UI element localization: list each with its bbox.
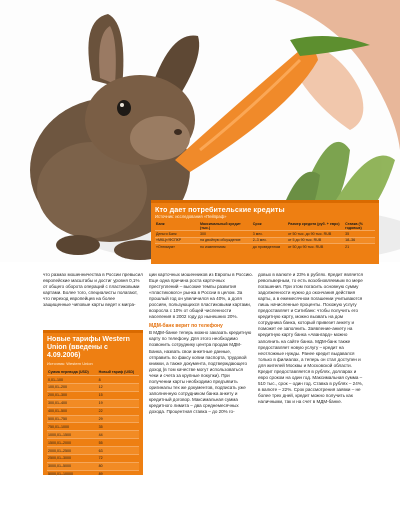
table-cell: 100,01–200 (47, 384, 98, 392)
table-cell: 1500,01–2000 (47, 439, 98, 447)
credit-col-max: Максимальный кредит (тыс.) (200, 222, 241, 231)
table-cell: 5000,01–10000 (47, 470, 98, 478)
table-cell: 80 (98, 462, 139, 470)
table-cell: 18–36 (344, 237, 375, 243)
article-paragraph: что размах мошенничества в России превысил европейские масштабы и достиг уровня 0,1% от общего оборота операций с пластиковыми картами. Более того, специалисты полагают, что переход европейцев на более защищенные чиповые карты ведет к мигра- (43, 272, 143, 308)
table-cell: 21 (344, 244, 375, 250)
table-cell: 15 (98, 391, 139, 399)
table-row (47, 384, 139, 392)
tariff-col-amount: Сумма перевода (USD) (48, 369, 89, 374)
table-row (47, 391, 139, 399)
table-cell: 400,01–500 (47, 407, 98, 415)
table-cell: 63 (98, 447, 139, 455)
table-cell: по изменениям (199, 244, 252, 250)
credit-table-source: Источник: исследования «Пейпраф» (155, 214, 227, 219)
table-row (47, 455, 139, 463)
article-paragraph: ции карточных мошенников из Европы в Россию. Еще одна причина роста карточных преступлений – высокие темпы развития «пластикового» рынка в России в целом. За прошлый год он увеличился на 40%, а доля россиян, пользующихся пластиковыми картами, возросла с 10% от общей численности населения в 2002 году до нынешних 20%. (149, 272, 253, 320)
tariff-table-source: Источник: Western Union (47, 360, 93, 366)
table-cell: 29 (98, 415, 139, 423)
table-cell: 12 (98, 384, 139, 392)
table-cell: 35 (344, 231, 375, 237)
credit-table-header-row (155, 222, 375, 231)
table-cell: 72 (98, 455, 139, 463)
table-row (47, 431, 139, 439)
table-cell: 3 мес. (252, 231, 287, 237)
table-cell: 89 (98, 470, 139, 478)
table-cell: на двойную обсуждение (199, 237, 252, 243)
tariff-table-title: Новые тарифы Western Union (введены с 4.09.2006) (47, 336, 130, 360)
section-subheading: МДМ-банк верит по телефону (149, 323, 223, 330)
table-row (47, 447, 139, 455)
table-cell: 2000,01–2500 (47, 447, 98, 455)
table-cell: от 50 до 90 тыс. RUB (287, 244, 344, 250)
table-cell: 3000,01–5000 (47, 462, 98, 470)
table-cell: 35 (98, 423, 139, 431)
table-cell: 8 (98, 376, 139, 384)
tariff-table-header-row (47, 369, 139, 376)
table-cell: 2500,01–3000 (47, 455, 98, 463)
table-cell: 55 (98, 439, 139, 447)
table-row (47, 439, 139, 447)
table-cell: Деньги Банк (155, 231, 199, 237)
article-column-1 (43, 272, 143, 308)
table-row (47, 399, 139, 407)
credit-col-term: Срок (252, 222, 262, 226)
article-column-2 (149, 272, 253, 415)
table-cell: от 5 до 90 тыс. RUB (287, 237, 344, 243)
table-cell: 300 (199, 231, 252, 237)
tariff-table (47, 369, 139, 479)
credit-col-size: Размер кредита (руб. + евро) (287, 222, 340, 226)
table-cell: 500,01–750 (47, 415, 98, 423)
table-cell: 0,01–100 (47, 376, 98, 384)
table-row (47, 470, 139, 478)
table-cell: 750,01–1000 (47, 423, 98, 431)
table-cell: «МКЦ»/ФСПКР (155, 237, 199, 243)
tariff-col-fee: Новый тариф (USD) (98, 369, 135, 374)
article-paragraph: довых в валюте и 23% в рублях. Кредит является револьверным, то есть возобновляемым по мере погашения. При этом погасить основную сумму задолженности нужно до окончания действия карты, а в ежемесячном погашении учитываются лишь начисленные проценты. Похожую услугу предоставляет и Ситибанк: чтобы получить его кредитную карту, можно вызвать на дом сотрудника банка, который привезет анкету и поможет ее заполнить. Заявление-анкету на кредитную карту банка «Авангард» можно заполнить на сайте банка. МДМ-банк также предоставляет новую услугу – кредит на неотложные нужды. Ранее кредит выдавался только в филиалах, а теперь он стал доступен и для жителей Москвы и Московской области. Кредит предоставляется в рублях, долларах и евро сроком на один год. Максимальная сумма – 510 тыс., срок – один год. Ставка в рублях – 24%, в валюте – 22%. Срок рассмотрения заявки – не более трех дней, кредит можно получить как наличными, так и на счет в МДМ-банке. (258, 272, 364, 404)
table-row (155, 244, 375, 250)
table-cell: 2–3 мес. (252, 237, 287, 243)
table-cell: 200,01–300 (47, 391, 98, 399)
table-row (47, 423, 139, 431)
consumer-credit-table-box (151, 200, 379, 264)
article-paragraph: В МДМ-банке теперь можно заказать кредитную карту по телефону. Для этого необходимо позвонить сотруднику центра продаж МДМ-Банка, назвать свои анкетные данные, отправить по факсу копии паспорта, трудовой книжки, а также документа, подтверждающего доход (в том качестве могут использоваться чеки и счета за крупные покупки). При получении карты необходимо предъявить оригиналы тех же документов, подписать уже заполненную сотрудником банка анкету и кредитный договор. Максимальная сумма кредитного лимита – два среднемесячных дохода. Процентная ставка – до 20% го- (149, 330, 252, 414)
western-union-tariff-box (43, 330, 143, 475)
table-cell: до проведенном (252, 244, 287, 250)
table-cell: от 50 тыс. до 90 тыс. RUB (287, 231, 344, 237)
credit-table (155, 222, 375, 250)
credit-table-title: Кто дает потребительские кредиты (155, 205, 285, 214)
table-row (47, 462, 139, 470)
table-cell: 19 (98, 399, 139, 407)
table-cell: 22 (98, 407, 139, 415)
article-column-3 (258, 272, 366, 405)
table-cell: 44 (98, 431, 139, 439)
credit-col-bank: Банк (156, 222, 165, 226)
credit-col-rate: Ставка (% годовых) (345, 222, 363, 231)
table-row (47, 376, 139, 384)
table-row (47, 407, 139, 415)
table-cell: «Оптимум» (155, 244, 199, 250)
tariff-table-body (47, 376, 139, 479)
table-row (47, 415, 139, 423)
table-cell: 1000,01–1500 (47, 431, 98, 439)
table-cell: 300,01–400 (47, 399, 98, 407)
